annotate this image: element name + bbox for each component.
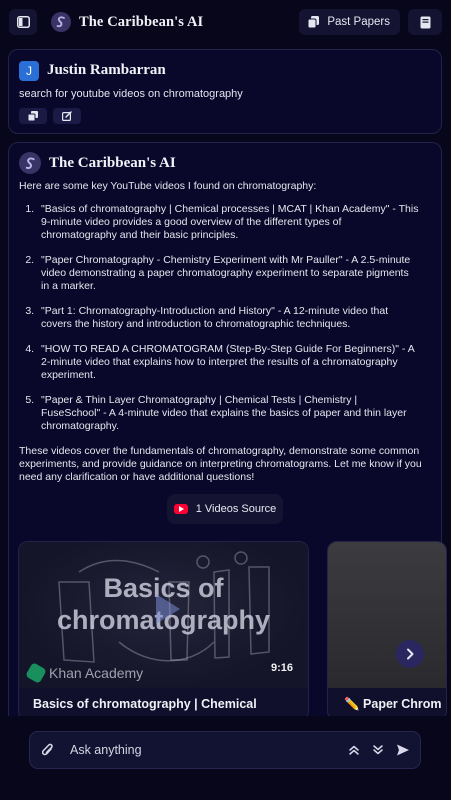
- video-thumbnail[interactable]: [19, 542, 308, 688]
- video-card[interactable]: [18, 541, 309, 721]
- avatar: J: [19, 61, 39, 81]
- channel-name: Khan Academy: [49, 665, 144, 681]
- scroll-top-icon[interactable]: [348, 744, 360, 756]
- chevron-right-icon: [405, 648, 415, 660]
- thumbnail-title-line1: Basics of: [103, 573, 224, 603]
- top-bar: [0, 0, 451, 44]
- user-message-text: search for youtube videos on chromatography: [19, 88, 243, 100]
- chat-composer: [29, 731, 421, 769]
- list-item: 5. "Paper & Thin Layer Chromatography | Chemical Tests | Chemistry | FuseSchool" - A 4-minute video that explains the basics of paper and thin layer chromatography.: [37, 394, 427, 433]
- carousel-next-button[interactable]: [396, 640, 424, 668]
- ai-message-card: [8, 142, 442, 742]
- sidebar-toggle-icon: [17, 16, 30, 28]
- video-card[interactable]: [327, 541, 447, 721]
- video-duration: 9:16: [270, 662, 293, 674]
- library-button[interactable]: [408, 9, 442, 35]
- ai-logo-icon: [19, 152, 41, 174]
- message-input[interactable]: [70, 743, 348, 757]
- past-papers-button[interactable]: [299, 9, 400, 35]
- video-sources-button[interactable]: [167, 494, 283, 524]
- video-list: [19, 203, 427, 433]
- copy-message-button[interactable]: [19, 108, 47, 124]
- app-title: The Caribbean's AI: [79, 13, 204, 30]
- book-icon: [420, 16, 431, 29]
- sources-label: 1 Videos Source: [195, 503, 277, 515]
- sidebar-toggle-button[interactable]: [9, 9, 37, 35]
- user-name: Justin Rambarran: [47, 62, 166, 78]
- ai-outro: These videos cover the fundamentals of chromatography, demonstrate some common experiments, and provide guidance on interpreting chromatograms. Let me know if you need any clarification or have additional questions!: [19, 445, 422, 483]
- channel-watermark: [28, 665, 143, 681]
- video-title[interactable]: ✏️ Paper Chrom: [344, 697, 442, 711]
- copy-icon: [28, 111, 38, 121]
- ai-response: [19, 180, 427, 484]
- thumbnail-title-line2: chromatography: [56, 605, 271, 635]
- khan-logo-icon: [25, 662, 47, 684]
- edit-icon: [62, 111, 72, 121]
- list-item: 2. "Paper Chromatography - Chemistry Experiment with Mr Pauller" - A 2.5-minute video demonstrating a paper chromatography experiment to separate pigments in a marker.: [37, 254, 427, 293]
- send-icon[interactable]: [396, 743, 410, 757]
- video-title[interactable]: Basics of chromatography | Chemical: [33, 697, 257, 711]
- user-message-card: [8, 49, 442, 134]
- list-item: 3. "Part 1: Chromatography-Introduction and History" - A 12-minute video that covers the history and introduction to chromatographic techniques.: [37, 305, 427, 331]
- ai-name: The Caribbean's AI: [49, 154, 176, 171]
- list-item: 4. "HOW TO READ A CHROMATOGRAM (Step-By-Step Guide For Beginners)" - A 2-minute video that explains how to interpret the results of a chromatography experiment.: [37, 343, 427, 382]
- logo-icon: [51, 12, 71, 32]
- scroll-bottom-icon[interactable]: [372, 744, 384, 756]
- youtube-icon: [174, 504, 188, 514]
- play-icon[interactable]: [156, 594, 180, 624]
- edit-message-button[interactable]: [53, 108, 81, 124]
- video-thumbnail[interactable]: [328, 542, 446, 688]
- copy-papers-icon: [308, 16, 319, 28]
- past-papers-label: Past Papers: [327, 16, 390, 28]
- ai-intro: Here are some key YouTube videos I found on chromatography:: [19, 180, 317, 192]
- attach-icon[interactable]: [42, 743, 54, 757]
- list-item: 1. "Basics of chromatography | Chemical processes | MCAT | Khan Academy" - This 9-minute video provides a good overview of the different types of chromatography and their basic principles.: [37, 203, 427, 242]
